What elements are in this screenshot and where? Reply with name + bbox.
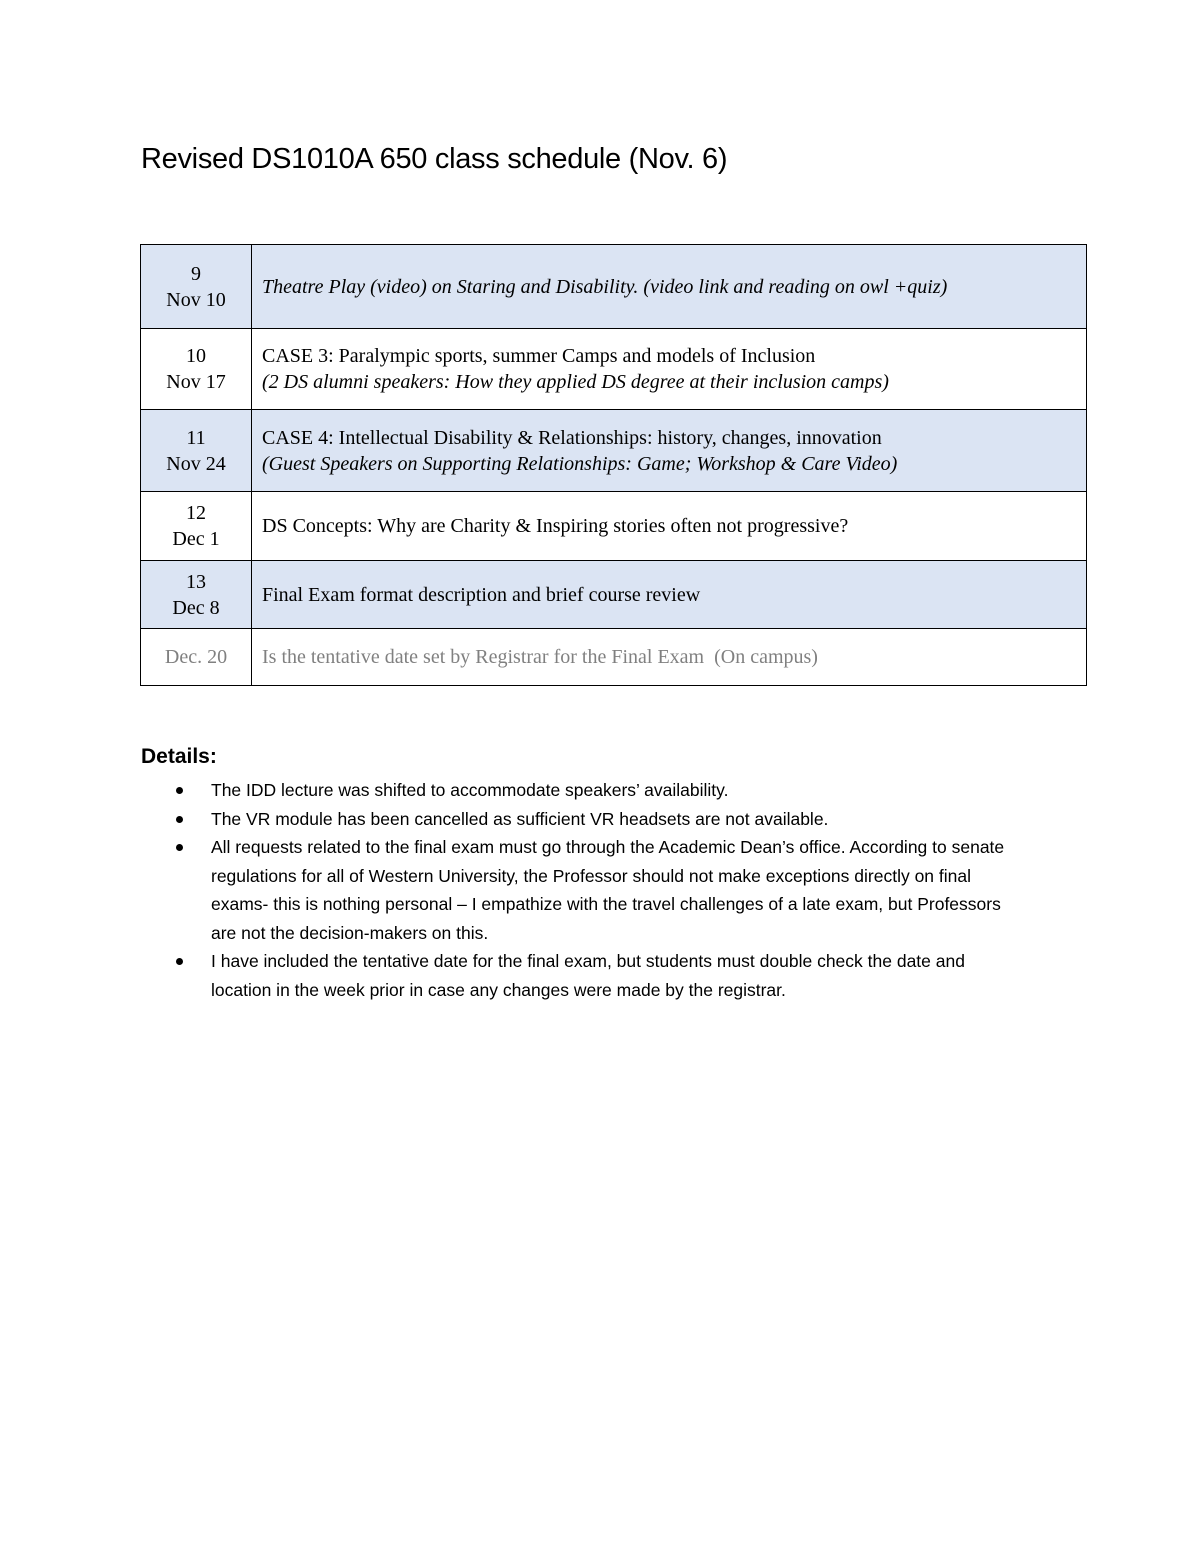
topic-line: Final Exam format description and brief course review xyxy=(262,583,701,606)
list-item-text: All requests related to the final exam must go through the Academic Dean’s office. According to senate regulations for all of Western University, the Professor should not make exceptions directly on final exams- this is nothing personal – I empathize with the travel challenges of a late exam, but Professors are not the decision-makers on this. xyxy=(211,837,1005,943)
list-item xyxy=(170,776,1030,805)
schedule-row xyxy=(141,410,1087,492)
schedule-row xyxy=(141,329,1087,410)
week-cell xyxy=(141,492,252,561)
details-heading: Details: xyxy=(141,745,217,768)
week-date: Dec 1 xyxy=(172,528,220,550)
week-cell xyxy=(141,329,252,410)
bullet-icon xyxy=(176,844,183,851)
week-number: 11 xyxy=(186,426,206,449)
topic-subline: (Guest Speakers on Supporting Relationships: Game; Workshop & Care Video) xyxy=(262,452,898,475)
list-item xyxy=(170,833,1030,947)
topic-cell xyxy=(252,329,1087,410)
details-list xyxy=(170,776,1030,1004)
week-number: 10 xyxy=(186,345,206,367)
bullet-icon xyxy=(176,958,183,965)
week-number: 13 xyxy=(186,570,206,593)
week-date: Nov 24 xyxy=(166,452,226,475)
topic-cell xyxy=(252,245,1087,329)
week-cell xyxy=(141,629,252,686)
list-item-text: The VR module has been cancelled as sufficient VR headsets are not available. xyxy=(211,808,829,829)
week-number: 9 xyxy=(191,262,201,285)
list-item xyxy=(170,947,1030,1004)
topic-cell xyxy=(252,561,1087,629)
topic-line: CASE 4: Intellectual Disability & Relationships: history, changes, innovation xyxy=(262,426,882,449)
bullet-icon xyxy=(176,787,183,794)
list-item-text: The IDD lecture was shifted to accommodate speakers’ availability. xyxy=(211,780,729,800)
schedule-row xyxy=(141,245,1087,329)
topic-cell xyxy=(252,629,1087,686)
week-date: Dec 8 xyxy=(172,596,220,619)
week-date: Nov 17 xyxy=(166,371,226,393)
schedule-row xyxy=(141,629,1087,686)
schedule-table xyxy=(140,244,1087,686)
topic-line: CASE 3: Paralympic sports, summer Camps and models of Inclusion xyxy=(262,345,816,367)
week-number: 12 xyxy=(186,502,206,524)
week-date: Nov 10 xyxy=(166,288,226,311)
list-item-text: I have included the tentative date for the final exam, but students must double check the date and location in the week prior in case any changes were made by the registrar. xyxy=(211,951,965,1000)
topic-cell xyxy=(252,492,1087,561)
topic-cell xyxy=(252,410,1087,492)
schedule-row xyxy=(141,492,1087,561)
bullet-icon xyxy=(176,816,183,823)
week-date: Dec. 20 xyxy=(164,646,228,668)
week-cell xyxy=(141,245,252,329)
schedule-row xyxy=(141,561,1087,629)
topic-line: DS Concepts: Why are Charity & Inspiring stories often not progressive? xyxy=(262,515,849,537)
list-item xyxy=(170,805,1030,834)
week-cell xyxy=(141,561,252,629)
page-title: Revised DS1010A 650 class schedule (Nov. 6) xyxy=(141,143,728,175)
topic-line: Is the tentative date set by Registrar for the Final Exam (On campus) xyxy=(262,646,818,668)
topic-subline: (2 DS alumni speakers: How they applied DS degree at their inclusion camps) xyxy=(262,371,889,393)
topic-line: Theatre Play (video) on Staring and Disability. (video link and reading on owl +quiz) xyxy=(262,275,948,298)
week-cell xyxy=(141,410,252,492)
